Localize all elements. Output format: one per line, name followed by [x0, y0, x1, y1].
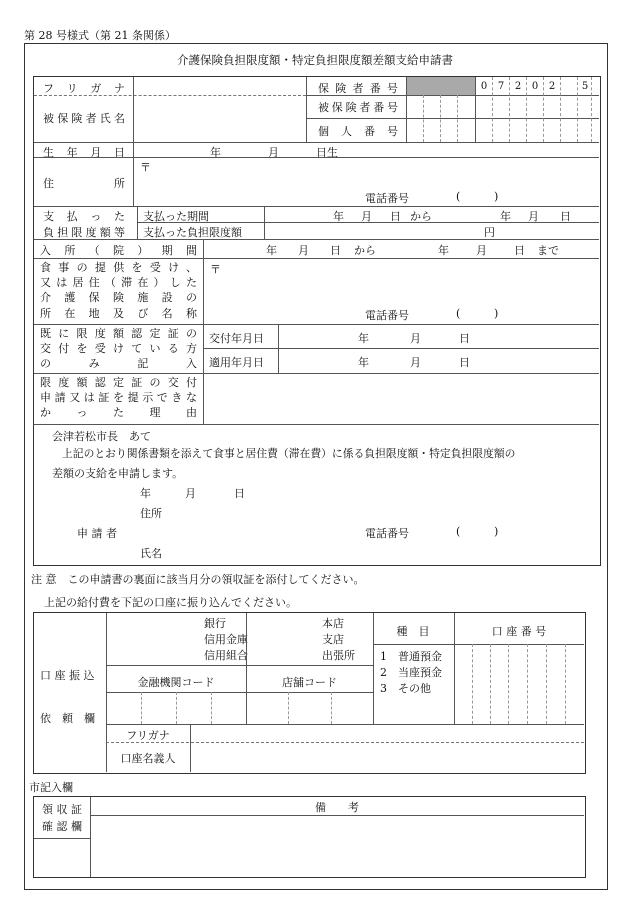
admission-to-day: 日	[514, 244, 525, 257]
insured-number-label: 被保険者番号	[318, 101, 398, 114]
admission-from-month: 月	[298, 244, 309, 257]
issue-date-label: 交付年月日	[209, 332, 264, 345]
postal-mark: 〒	[140, 161, 151, 174]
insurer-digit: 0	[531, 81, 539, 92]
account-type-option: 2 当座預金	[380, 666, 442, 679]
admission-from-kara: から	[354, 244, 376, 257]
admission-from-day: 日	[330, 244, 341, 257]
certificate-label-line: 既に限度額認定証の	[40, 327, 197, 340]
applicant-phone-paren-open: (	[456, 525, 461, 538]
receipt-check-label-1: 領 収 証	[42, 803, 82, 816]
transfer-instruction: 上記の給付費を下記の口座に振り込んでください。	[44, 596, 297, 609]
amount-unit: 円	[484, 226, 495, 239]
certificate-label-line: の み 記 入	[40, 357, 197, 370]
insurer-number-label: 保 険 者 番 号	[318, 82, 398, 95]
insurer-digit: 2	[514, 81, 522, 92]
city-use-title: 市記入欄	[29, 781, 73, 794]
admission-to-made: まで	[537, 244, 559, 257]
reason-label-line: か っ た 理 由	[40, 406, 197, 419]
bank-code-label: 金融機関コード	[137, 676, 215, 689]
facility-label-line: 食事の提供を受け、	[40, 261, 197, 274]
admission-from-year: 年	[266, 244, 277, 257]
insurer-digit: 2	[548, 81, 556, 92]
declaration-month-unit: 月	[185, 487, 196, 500]
applicant-label: 申 請 者	[77, 527, 117, 540]
birth-year-unit: 年	[210, 146, 221, 159]
birth-day-unit: 日生	[316, 146, 338, 159]
insured-name-label: 被保険者氏名	[43, 112, 125, 125]
period-from-day: 日	[390, 210, 401, 223]
phone-paren-open: (	[456, 190, 461, 203]
bank-section-label-1: 口 座 振 込	[40, 669, 95, 682]
applicant-phone-paren-close: )	[494, 525, 499, 538]
period-to-year: 年	[500, 210, 511, 223]
period-to-month: 月	[528, 210, 539, 223]
insurer-digit: 7	[497, 81, 505, 92]
applicant-name-label: 氏名	[140, 547, 162, 560]
issue-year-unit: 年	[358, 332, 369, 345]
bank-type: 銀行	[204, 617, 226, 630]
remarks-label: 備 考	[315, 801, 359, 814]
declaration-day-unit: 日	[234, 487, 245, 500]
phone-label: 電話番号	[365, 192, 409, 205]
payment-label-2: 負担限度額等	[43, 226, 125, 239]
attachment-note: 注 意 この申請書の裏面に該当月分の領収証を添付してください。	[31, 573, 365, 586]
apply-year-unit: 年	[358, 356, 369, 369]
reason-label-line: 限度額認定証の交付	[40, 376, 197, 389]
branch-type: 本店	[322, 617, 344, 630]
branch-code-label: 店舗コード	[282, 676, 337, 689]
bank-type: 信用金庫	[204, 633, 248, 646]
admission-to-month: 月	[476, 244, 487, 257]
period-from-kara: から	[410, 210, 432, 223]
receipt-check-label-2: 確 認 欄	[42, 820, 82, 833]
furigana-field-label: フリガナ	[126, 729, 170, 742]
insurer-digit: 0	[480, 81, 488, 92]
insurer-digit: 5	[581, 81, 589, 92]
issue-day-unit: 日	[459, 332, 470, 345]
furigana-label: フ リ ガ ナ	[43, 82, 125, 95]
addressee: 会津若松市長 あて	[52, 430, 151, 443]
branch-type: 支店	[322, 633, 344, 646]
period-from-month: 月	[361, 210, 372, 223]
apply-month-unit: 月	[410, 356, 421, 369]
facility-postal-mark: 〒	[210, 263, 221, 276]
admission-period-label: 入 所 （ 院 ） 期 間	[40, 244, 197, 257]
applicant-address-label: 住所	[140, 507, 162, 520]
period-from-year: 年	[333, 210, 344, 223]
form-number: 第 28 号様式（第 21 条関係）	[24, 29, 176, 42]
facility-label-line: 又は居住（滞在）した	[40, 276, 197, 289]
phone-paren-close: )	[494, 190, 499, 203]
facility-phone-paren-close: )	[494, 307, 499, 320]
birth-date-label: 生 年 月 日	[43, 146, 125, 159]
personal-number-label: 個 人 番 号	[318, 125, 398, 138]
payment-label-1: 支 払 っ た	[43, 210, 125, 223]
facility-phone-label: 電話番号	[365, 309, 409, 322]
account-type-header: 種 目	[396, 625, 430, 638]
applicant-phone-label: 電話番号	[365, 527, 409, 540]
admission-to-year: 年	[438, 244, 449, 257]
facility-label-line: 介護保険施設の	[40, 291, 197, 304]
apply-day-unit: 日	[459, 356, 470, 369]
reason-label-line: 申請又は証を提示できな	[40, 391, 197, 404]
account-number-header: 口 座 番 号	[491, 625, 547, 638]
form-title: 介護保険負担限度額・特定負担限度額差額支給申請書	[177, 53, 453, 67]
declaration-body-2: 差額の支給を申請します。	[52, 467, 184, 480]
declaration-year-unit: 年	[140, 487, 151, 500]
apply-date-label: 適用年月日	[209, 356, 264, 369]
bank-type: 信用組合	[204, 649, 248, 662]
address-label: 住 所	[43, 177, 125, 190]
paid-amount-label: 支払った負担限度額	[143, 226, 242, 239]
certificate-label-line: 交付を受けている方	[40, 342, 197, 355]
account-holder-label: 口座名義人	[120, 752, 176, 765]
period-to-day: 日	[560, 210, 571, 223]
paid-period-label: 支払った期間	[143, 210, 209, 223]
account-type-option: 3 その他	[380, 682, 431, 695]
declaration-body-1: 上記のとおり関係書類を添えて食事と居住費（滞在費）に係る負担限度額・特定負担限度額の	[62, 447, 516, 460]
birth-month-unit: 月	[268, 146, 279, 159]
facility-phone-paren-open: (	[456, 307, 461, 320]
branch-type: 出張所	[322, 649, 355, 662]
issue-month-unit: 月	[410, 332, 421, 345]
account-type-option: 1 普通預金	[380, 650, 442, 663]
facility-label-line: 所在地及び名称	[40, 307, 197, 320]
bank-section-label-2: 依 頼 欄	[40, 712, 95, 725]
